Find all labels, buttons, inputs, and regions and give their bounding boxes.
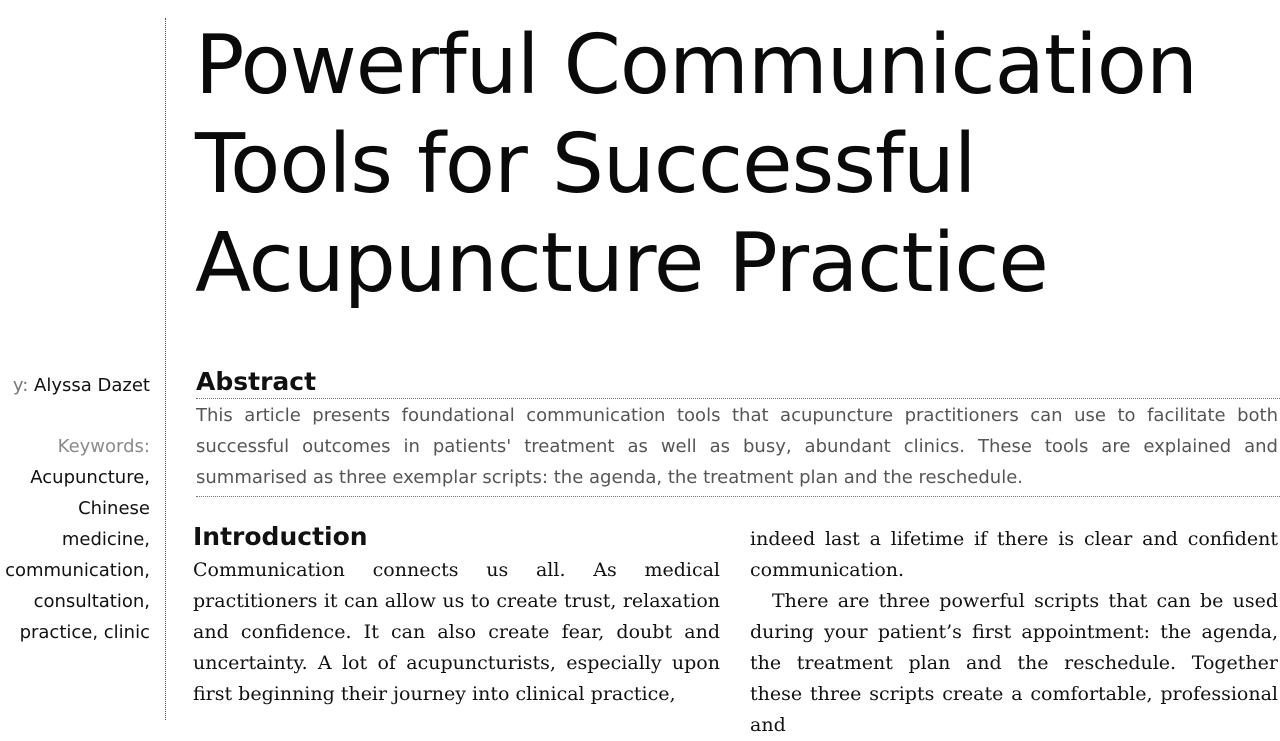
keyword-item: Chinese	[78, 498, 150, 519]
intro-paragraph: Communication connects us all. As medical practitioners it can allow us to create trust, relaxation and confidence. It can also create fear, doubt and uncertainty. A lot of acupuncturists, especially upon first beginning their journey into clinical practice,	[193, 559, 720, 705]
body-paragraph: There are three powerful scripts that can be used during your patient’s first appointment: the agenda, the treatment plan and the reschedule. Together these three scripts create a comfortable, professional and	[750, 590, 1278, 736]
author-name: Alyssa Dazet	[34, 375, 150, 396]
title-line-3: Acupuncture Practice	[195, 216, 1048, 311]
article-title	[195, 16, 1197, 313]
body-column-right	[750, 524, 1278, 741]
abstract-rule-top	[196, 398, 1280, 399]
abstract-text: This article presents foundational communication tools that acupuncture practitioners can use to facilitate both successful outcomes in patients' treatment as well as busy, abundant clinics. These tools are explained and summarised as three exemplar scripts: the agenda, the treatment plan and the reschedule.	[196, 405, 1278, 488]
keyword-item: consultation,	[33, 591, 150, 612]
keyword-item: communication,	[5, 560, 150, 581]
keywords-label: Keywords:	[57, 436, 150, 457]
abstract-rule-bottom	[196, 496, 1280, 497]
byline-label: y:	[12, 375, 29, 396]
abstract-heading: Abstract	[196, 367, 317, 396]
sidebar-divider	[165, 18, 166, 720]
title-line-2: Tools for Successful	[195, 117, 976, 212]
body-column-left	[193, 555, 720, 710]
keyword-item: practice, clinic	[19, 622, 150, 643]
title-line-1: Powerful Communication	[195, 18, 1197, 113]
keyword-item: Acupuncture,	[30, 467, 150, 488]
introduction-heading: Introduction	[193, 522, 368, 551]
author-byline	[13, 370, 150, 401]
body-paragraph: indeed last a lifetime if there is clear and confident communication.	[750, 528, 1278, 581]
keywords-list	[5, 462, 150, 648]
keyword-item: medicine,	[61, 529, 150, 550]
